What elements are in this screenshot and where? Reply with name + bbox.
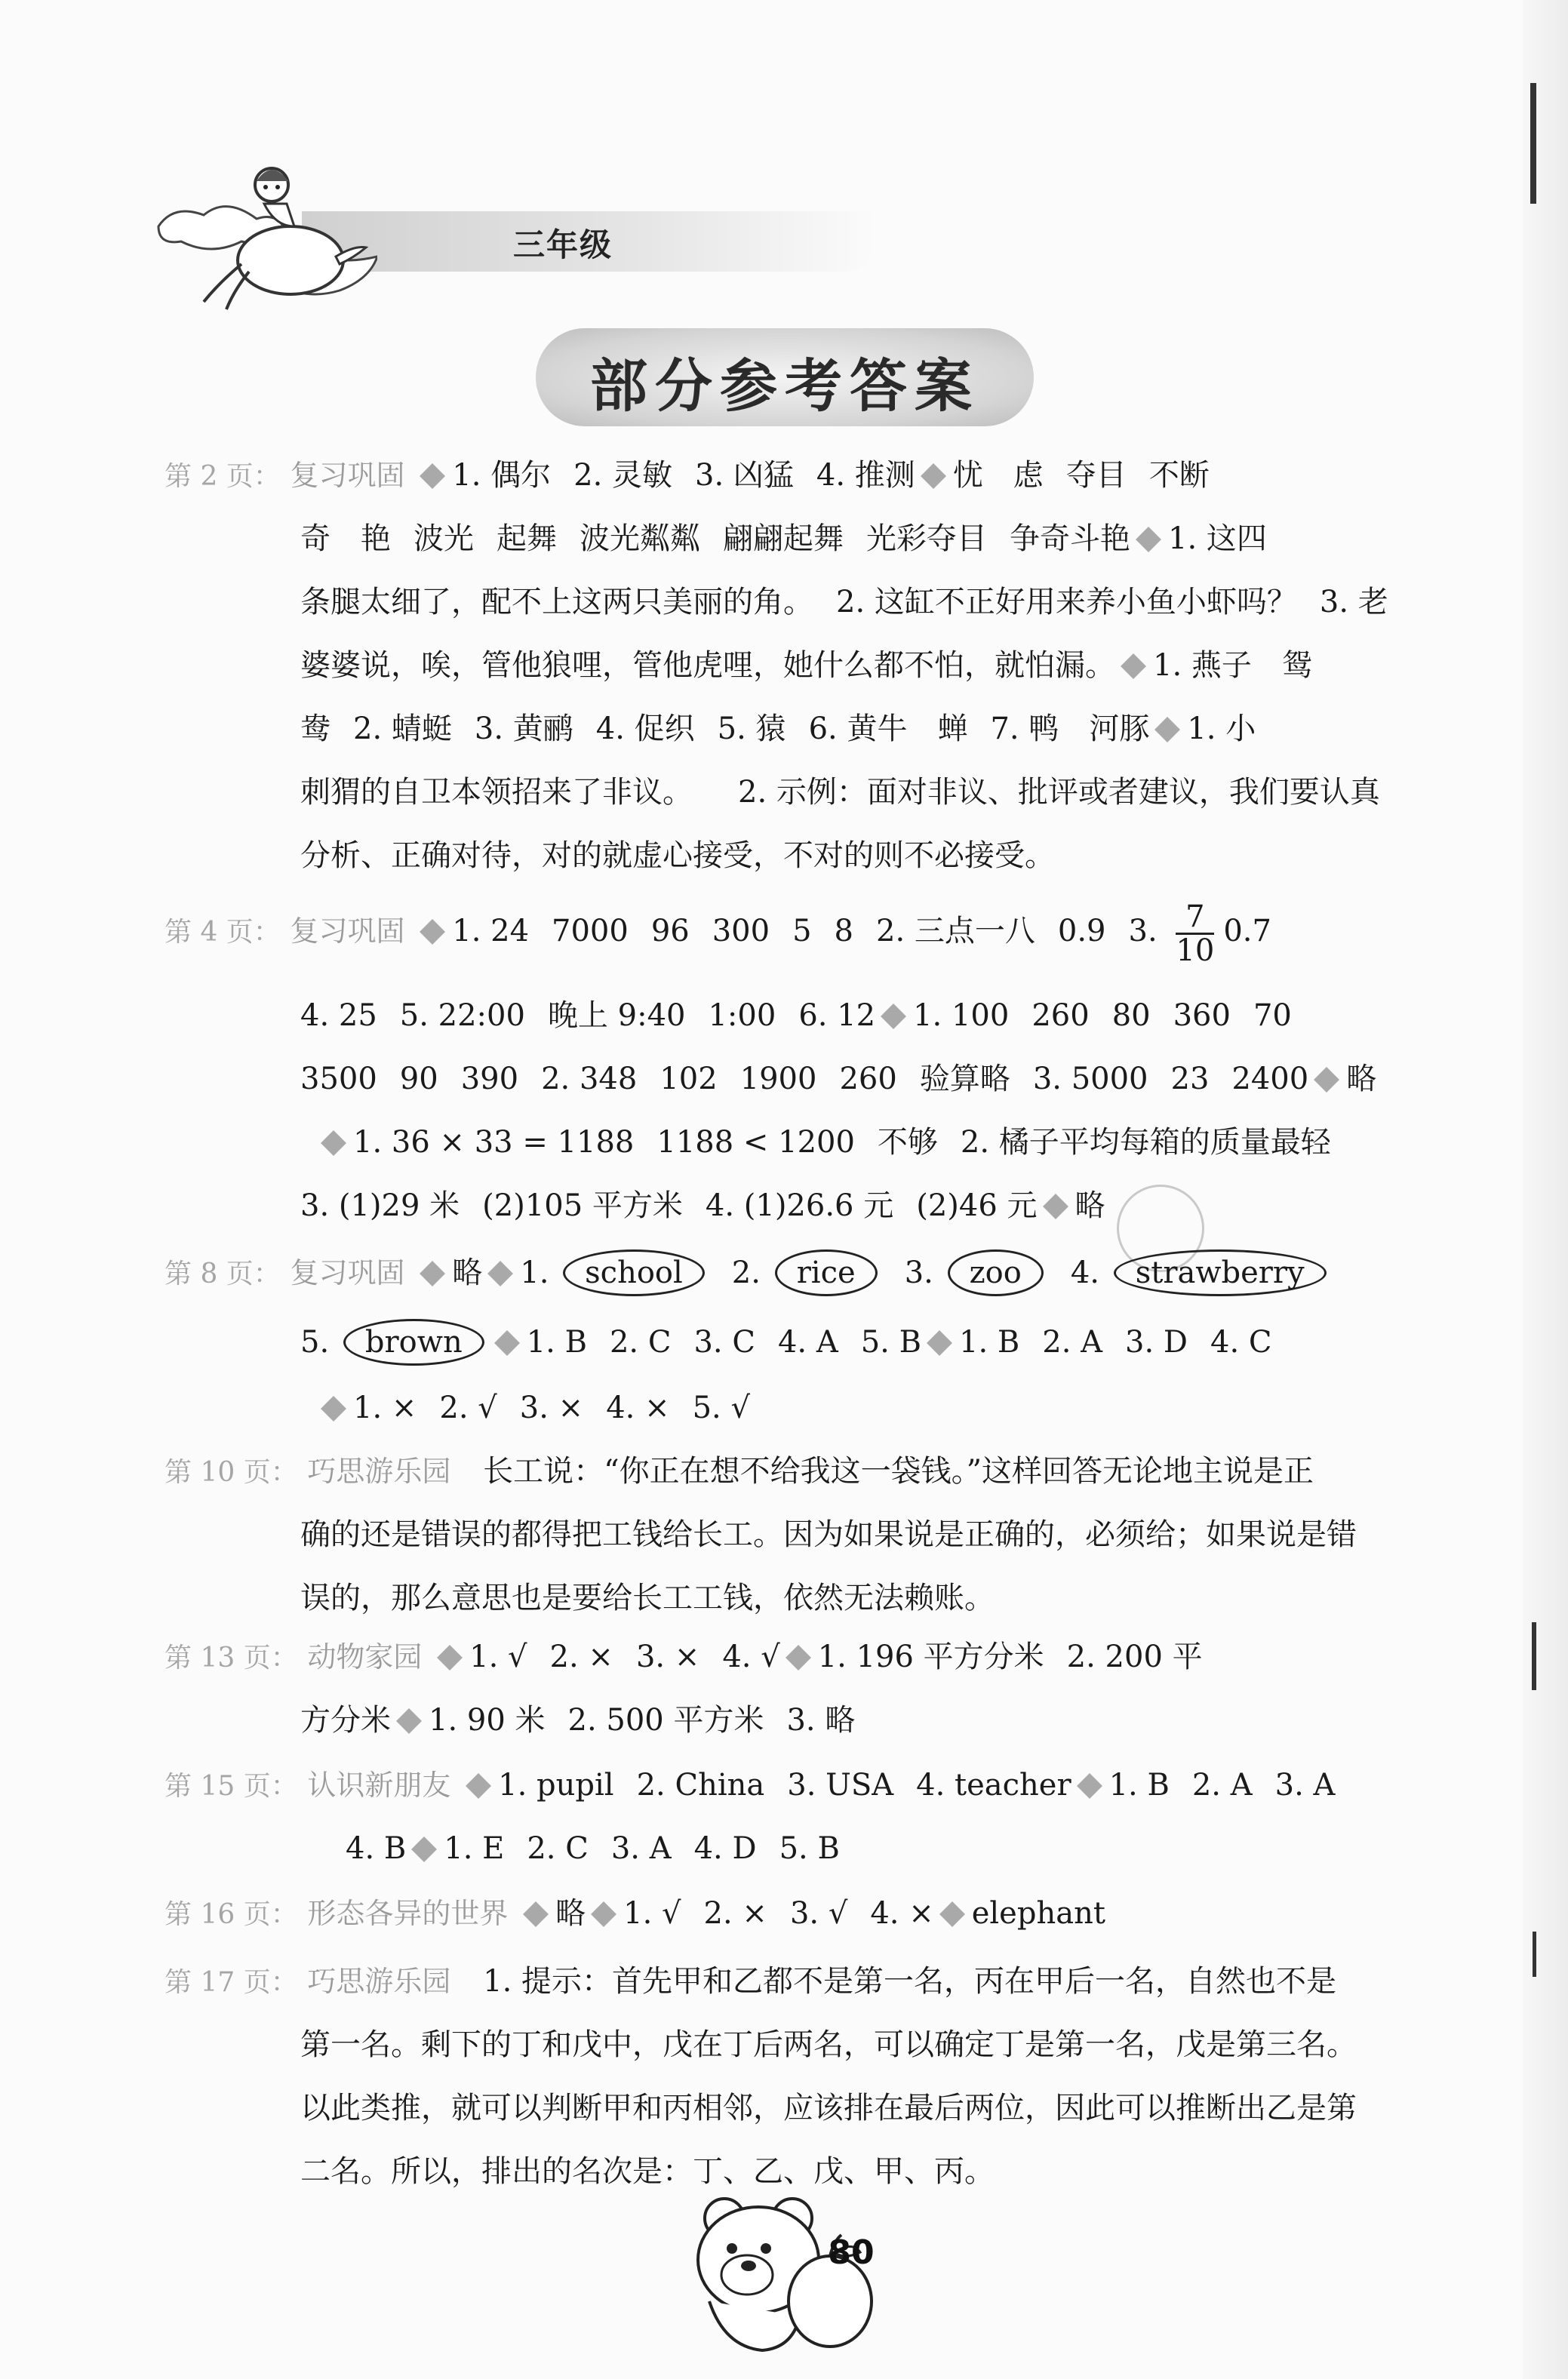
diamond-bullet-icon bbox=[786, 1645, 811, 1671]
answer-text: 4. 25 bbox=[300, 998, 377, 1033]
diamond-bullet-icon bbox=[437, 1645, 463, 1671]
answer-text: 1. bbox=[520, 1256, 549, 1290]
diamond-bullet-icon bbox=[591, 1901, 616, 1927]
answer-text: 波光 bbox=[414, 521, 474, 556]
answer-text: 第一名。剩下的丁和戊中，戊在丁后两名，可以确定丁是第一名，戊是第三名。 bbox=[300, 2027, 1357, 2062]
diamond-bullet-icon bbox=[321, 1396, 346, 1422]
answer-text: 1:00 bbox=[708, 998, 776, 1033]
answer-text: 1. B bbox=[526, 1325, 587, 1360]
answer-text: 2400 bbox=[1231, 1062, 1309, 1096]
answer-text: 鸯 bbox=[300, 712, 331, 746]
answer-text: 3. A bbox=[610, 1831, 672, 1866]
answer-text: 3. 黄鹂 bbox=[474, 712, 573, 746]
answer-text: 误的，那么意思也是要给长工工钱，依然无法赖账。 bbox=[300, 1581, 995, 1615]
grade-label: 三年级 bbox=[513, 226, 613, 263]
page-ref: 第 16 页： bbox=[164, 1899, 298, 1930]
answer-text: 翩翩起舞 bbox=[723, 521, 844, 556]
circled-word: school bbox=[563, 1249, 705, 1296]
circled-word: brown bbox=[343, 1319, 484, 1366]
answer-text: 4. B bbox=[346, 1831, 407, 1866]
section-name: 动物家园 bbox=[307, 1640, 423, 1674]
answer-text: 7000 bbox=[552, 914, 629, 948]
answer-text: 确的还是错误的都得把工钱给长工。因为如果说是正确的，必须给；如果说是错 bbox=[300, 1517, 1357, 1552]
answer-text: 4. bbox=[1070, 1256, 1099, 1290]
answer-text: 2. × bbox=[549, 1640, 613, 1674]
section-name: 认识新朋友 bbox=[307, 1769, 451, 1802]
answer-text: 3. bbox=[1128, 914, 1158, 948]
answer-text: 不够 bbox=[877, 1125, 938, 1160]
section-name: 形态各异的世界 bbox=[307, 1897, 509, 1930]
diamond-bullet-icon bbox=[927, 1330, 952, 1356]
diamond-bullet-icon bbox=[420, 919, 445, 945]
answer-text: 2. 蜻蜓 bbox=[353, 712, 452, 746]
diamond-bullet-icon bbox=[939, 1901, 965, 1927]
circled-word: rice bbox=[775, 1249, 878, 1296]
binding-mark bbox=[1530, 83, 1536, 204]
answer-text: 2. 500 平方米 bbox=[567, 1703, 764, 1738]
answer-text: 起舞 bbox=[497, 521, 557, 556]
answer-text: 1900 bbox=[739, 1062, 817, 1096]
answer-text: 1. pupil bbox=[498, 1768, 614, 1803]
answer-text: 90 bbox=[399, 1062, 438, 1096]
answer-text: 2. 橘子平均每箱的质量最轻 bbox=[960, 1125, 1331, 1160]
answer-text: 7. 鸭 河豚 bbox=[990, 712, 1150, 746]
page-ref: 第 13 页： bbox=[164, 1643, 298, 1674]
answer-text: 3. × bbox=[635, 1640, 700, 1674]
answer-text: 2. 200 平 bbox=[1066, 1640, 1203, 1674]
answer-text: (2)46 元 bbox=[916, 1188, 1038, 1223]
answer-text: 1. 提示：首先甲和乙都不是第一名，丙在甲后一名，自然也不是 bbox=[483, 1964, 1337, 1999]
page-ref: 第 2 页： bbox=[164, 461, 281, 492]
diamond-bullet-icon bbox=[1136, 527, 1161, 552]
circled-word: strawberry bbox=[1114, 1249, 1327, 1296]
answer-text: 260 bbox=[1031, 998, 1090, 1033]
page-ref: 第 10 页： bbox=[164, 1457, 298, 1488]
answer-text: 婆婆说，唉，管他狼哩，管他虎哩，她什么都不怕，就怕漏。 bbox=[300, 648, 1115, 683]
answer-text: 300 bbox=[712, 914, 770, 948]
answer-text: 1. E bbox=[444, 1831, 505, 1866]
answer-text: 360 bbox=[1173, 998, 1231, 1033]
fraction-numerator: 7 bbox=[1176, 901, 1214, 935]
diamond-bullet-icon bbox=[523, 1901, 549, 1927]
answer-text: 3. A bbox=[1274, 1768, 1336, 1803]
answer-text: 1. 燕子 鸳 bbox=[1153, 648, 1312, 683]
answer-text: 略 bbox=[452, 1256, 483, 1290]
page-number: 80 bbox=[828, 2233, 875, 2272]
answer-text: 3. × bbox=[519, 1391, 584, 1425]
answer-text: 长工说：“你正在想不给我这一袋钱。”这样回答无论地主说是正 bbox=[483, 1454, 1314, 1489]
answer-text: 1. 100 bbox=[913, 998, 1010, 1033]
answer-text: 2. 这缸不正好用来养小鱼小虾吗？ bbox=[836, 585, 1297, 619]
answer-text: 102 bbox=[659, 1062, 718, 1096]
fraction-denominator: 10 bbox=[1176, 933, 1215, 968]
binding-mark bbox=[1532, 1622, 1536, 1690]
diamond-bullet-icon bbox=[321, 1130, 346, 1156]
answer-text: 夺目 bbox=[1065, 458, 1127, 493]
answer-text: 2. 三点一八 bbox=[876, 914, 1035, 948]
answer-text: 3. D bbox=[1125, 1325, 1188, 1360]
answer-text: elephant bbox=[971, 1896, 1105, 1931]
answer-text: 波光粼粼 bbox=[580, 521, 700, 556]
diamond-bullet-icon bbox=[420, 463, 445, 489]
answer-text: 2. × bbox=[703, 1896, 767, 1931]
answer-text: 3. 5000 bbox=[1032, 1062, 1148, 1096]
answer-text: 2. 示例：面对非议、批评或者建议，我们要认真 bbox=[738, 775, 1380, 810]
answer-text: 5. 猿 bbox=[717, 712, 786, 746]
answer-text: 2. 348 bbox=[541, 1062, 638, 1096]
answer-text: 2. C bbox=[609, 1325, 672, 1360]
answer-text: 390 bbox=[460, 1062, 519, 1096]
answer-text: 4. C bbox=[1210, 1325, 1272, 1360]
answer-text: 4. A bbox=[777, 1325, 838, 1360]
diamond-bullet-icon bbox=[1043, 1194, 1068, 1219]
answer-text: 2. √ bbox=[439, 1391, 497, 1425]
answer-text: 1. √ bbox=[469, 1640, 527, 1674]
answer-text: 3. USA bbox=[787, 1768, 894, 1803]
answer-text: 4. 推测 bbox=[816, 458, 915, 493]
answer-text: 1. 这四 bbox=[1168, 521, 1267, 556]
answer-text: 4. × bbox=[606, 1391, 670, 1425]
title-badge bbox=[536, 328, 1034, 426]
page-ref: 第 4 页： bbox=[164, 917, 281, 948]
answer-text: 6. 12 bbox=[798, 998, 876, 1033]
answer-text: 1. B bbox=[959, 1325, 1020, 1360]
section-name: 巧思游乐园 bbox=[307, 1455, 451, 1488]
answer-text: 1188 < 1200 bbox=[656, 1125, 855, 1160]
diamond-bullet-icon bbox=[494, 1330, 520, 1356]
answer-text: 5 bbox=[792, 914, 812, 948]
answer-text: 3. 凶猛 bbox=[695, 458, 794, 493]
answer-text: 4. √ bbox=[722, 1640, 780, 1674]
answer-text: 4. 促织 bbox=[595, 712, 695, 746]
diamond-bullet-icon bbox=[921, 463, 946, 489]
answer-text: 不断 bbox=[1148, 458, 1210, 493]
answer-text: 96 bbox=[650, 914, 690, 948]
answer-text: 2. 灵敏 bbox=[573, 458, 673, 493]
answer-text: 70 bbox=[1253, 998, 1292, 1033]
diamond-bullet-icon bbox=[487, 1261, 513, 1286]
answer-text: 3. 老 bbox=[1319, 585, 1388, 619]
girl-on-bird-illustration-icon bbox=[151, 151, 377, 317]
page-ref: 第 17 页： bbox=[164, 1967, 298, 1998]
answer-text: 23 bbox=[1170, 1062, 1210, 1096]
answer-text: 4. teacher bbox=[916, 1768, 1071, 1803]
answer-text: 3. 略 bbox=[786, 1703, 856, 1738]
answer-text: 1. 36 × 33 = 1188 bbox=[353, 1125, 635, 1160]
answer-text: 二名。所以，排出的名次是：丁、乙、戊、甲、丙。 bbox=[300, 2154, 995, 2189]
answer-text: 3. (1)29 米 bbox=[300, 1188, 460, 1223]
answer-text: 260 bbox=[839, 1062, 897, 1096]
answer-text: 略 bbox=[555, 1896, 586, 1931]
circled-word: zoo bbox=[948, 1249, 1044, 1296]
answer-text: 3. C bbox=[693, 1325, 755, 1360]
answer-text: 略 bbox=[1075, 1188, 1105, 1223]
answer-text: 1. 偶尔 bbox=[452, 458, 552, 493]
answer-text: 80 bbox=[1111, 998, 1151, 1033]
section-name: 复习巩固 bbox=[290, 914, 405, 948]
answer-text: 8 bbox=[834, 914, 853, 948]
diamond-bullet-icon bbox=[396, 1708, 422, 1734]
section-name: 复习巩固 bbox=[290, 1256, 405, 1289]
answer-text: 5. B bbox=[860, 1325, 921, 1360]
answer-text: 以此类推，就可以判断甲和丙相邻，应该排在最后两位，因此可以推断出乙是第 bbox=[300, 2091, 1357, 2125]
answer-text: 6. 黄牛 蝉 bbox=[808, 712, 968, 746]
answer-text: 0.7 bbox=[1223, 914, 1271, 948]
bear-with-apple-icon bbox=[679, 2188, 875, 2362]
answer-text: 4. × bbox=[870, 1896, 934, 1931]
answer-text: 验算略 bbox=[919, 1062, 1010, 1096]
diamond-bullet-icon bbox=[1077, 1773, 1102, 1799]
answer-text: 光彩夺目 bbox=[866, 521, 987, 556]
answer-text: 2. A bbox=[1191, 1768, 1253, 1803]
answer-text: 2. bbox=[731, 1256, 761, 1290]
binding-mark bbox=[1533, 1932, 1536, 1977]
answer-text: 1. √ bbox=[623, 1896, 681, 1931]
answer-text: 晚上 9:40 bbox=[547, 998, 686, 1033]
diamond-bullet-icon bbox=[466, 1773, 491, 1799]
diamond-bullet-icon bbox=[1121, 653, 1146, 679]
answer-text: 2. A bbox=[1042, 1325, 1103, 1360]
answer-text: 1. 小 bbox=[1187, 712, 1256, 746]
answer-text: 0.9 bbox=[1057, 914, 1106, 948]
answer-text: 2. C bbox=[527, 1831, 589, 1866]
diamond-bullet-icon bbox=[1154, 717, 1180, 742]
answer-text: 1. 90 米 bbox=[429, 1703, 546, 1738]
header bbox=[151, 151, 905, 317]
scan-edge-shadow bbox=[1523, 0, 1568, 2379]
answer-text: 2. China bbox=[636, 1768, 765, 1803]
answer-text: 1. 196 平方分米 bbox=[817, 1640, 1044, 1674]
fraction bbox=[1176, 901, 1214, 967]
answer-text: 5. B bbox=[779, 1831, 840, 1866]
answer-text: 4. D bbox=[693, 1831, 757, 1866]
diamond-bullet-icon bbox=[881, 1004, 906, 1029]
answer-text: 刺猬的自卫本领招来了非议。 bbox=[300, 775, 693, 810]
answer-text: 3. bbox=[904, 1256, 933, 1290]
answer-text: 1. 24 bbox=[452, 914, 530, 948]
answer-text: 3500 bbox=[300, 1062, 377, 1096]
section-name: 巧思游乐园 bbox=[307, 1965, 451, 1998]
answer-text: 1. B bbox=[1108, 1768, 1170, 1803]
answer-text: 1. × bbox=[353, 1391, 417, 1425]
page-title: 部分参考答案 bbox=[590, 352, 979, 420]
answer-text: 4. (1)26.6 元 bbox=[705, 1188, 894, 1223]
answer-text: 5. 22:00 bbox=[399, 998, 525, 1033]
answer-text: 5. √ bbox=[692, 1391, 750, 1425]
answer-text: 忧 虑 bbox=[952, 458, 1044, 493]
answer-text: 条腿太细了，配不上这两只美丽的角。 bbox=[300, 585, 813, 619]
page-ref: 第 8 页： bbox=[164, 1259, 281, 1289]
answer-text: 3. √ bbox=[789, 1896, 848, 1931]
answer-text: 分析、正确对待，对的就虚心接受，不对的则不必接受。 bbox=[300, 838, 1055, 873]
answer-text: 略 bbox=[1346, 1062, 1377, 1096]
answer-text: (2)105 平方米 bbox=[482, 1188, 683, 1223]
answer-text: 方分米 bbox=[300, 1703, 391, 1738]
diamond-bullet-icon bbox=[420, 1261, 445, 1286]
answer-text: 5. bbox=[300, 1325, 330, 1360]
answer-text: 争奇斗艳 bbox=[1010, 521, 1130, 556]
diamond-bullet-icon bbox=[1314, 1067, 1339, 1093]
diamond-bullet-icon bbox=[411, 1837, 437, 1862]
page-ref: 第 15 页： bbox=[164, 1771, 298, 1802]
answer-text: 奇 艳 bbox=[300, 521, 391, 556]
section-name: 复习巩固 bbox=[290, 459, 405, 492]
